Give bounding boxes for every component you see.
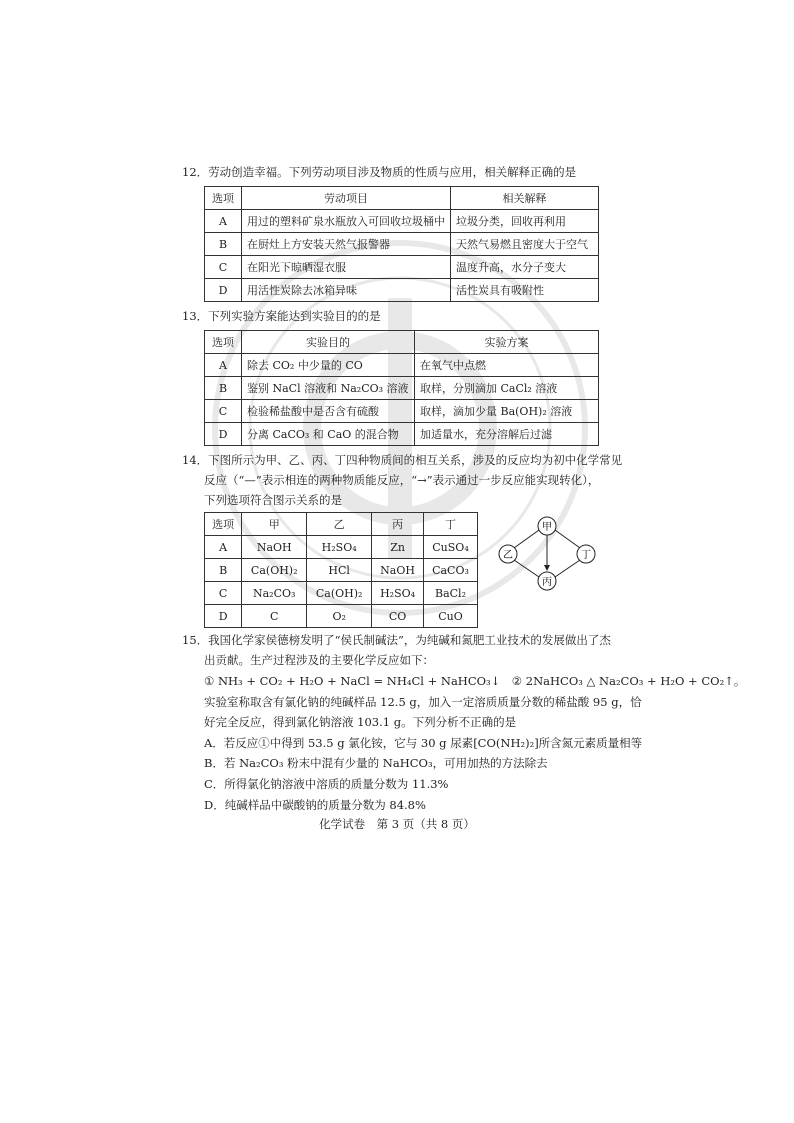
table-cell: CaCO₃ <box>424 559 478 582</box>
q15-line-5: 好完全反应，得到氯化钠溶液 103.1 g。下列分析不正确的是 <box>204 715 517 729</box>
table-row <box>205 354 599 377</box>
header-cell: 丁 <box>424 513 478 536</box>
table-row <box>205 423 599 446</box>
node-yi-label: 乙 <box>503 550 513 561</box>
header-cell: 选项 <box>205 331 242 354</box>
table-cell: C <box>242 605 307 628</box>
table-row <box>205 582 478 605</box>
header-cell: 选项 <box>205 513 242 536</box>
table-cell: D <box>205 279 242 302</box>
node-ding-label: 丁 <box>581 550 591 561</box>
table-header-row <box>205 331 599 354</box>
edge-jia-yi <box>514 530 539 548</box>
table-row <box>205 377 599 400</box>
table-cell: 天然气易燃且密度大于空气 <box>451 233 599 256</box>
table-cell: 检验稀盐酸中是否含有硫酸 <box>242 400 415 423</box>
table-cell: CO <box>372 605 424 628</box>
table-row <box>205 233 599 256</box>
page-footer: 化学试卷 第 3 页（共 8 页） <box>319 817 475 831</box>
table-cell: 分离 CaCO₃ 和 CaO 的混合物 <box>242 423 415 446</box>
q13-table <box>204 330 599 446</box>
table-cell: Ca(OH)₂ <box>242 559 307 582</box>
q12-table <box>204 186 599 302</box>
table-cell: CuO <box>424 605 478 628</box>
table-cell: 鉴别 NaCl 溶液和 Na₂CO₃ 溶液 <box>242 377 415 400</box>
header-cell: 实验目的 <box>242 331 415 354</box>
q15-option-c: C．所得氯化钠溶液中溶质的质量分数为 11.3% <box>204 777 449 791</box>
q15-line-4: 实验室称取含有氯化钠的纯碱样品 12.5 g，加入一定溶质质量分数的稀盐酸 95 g，恰 <box>204 695 642 709</box>
table-cell: NaOH <box>242 536 307 559</box>
relationship-diagram <box>488 514 608 594</box>
header-cell: 相关解释 <box>451 187 599 210</box>
table-cell: 温度升高，水分子变大 <box>451 256 599 279</box>
q14-line-2: 反应（“—”表示相连的两种物质能反应，“→”表示通过一步反应能实现转化）， <box>204 473 600 487</box>
table-cell: HCl <box>307 559 372 582</box>
q14-line-3: 下列选项符合图示关系的是 <box>204 493 342 507</box>
header-cell: 甲 <box>242 513 307 536</box>
table-header-row <box>205 187 599 210</box>
q12-stem: 12．劳动创造幸福。下列劳动项目涉及物质的性质与应用，相关解释正确的是 <box>182 165 577 179</box>
edge-jia-ding <box>555 530 580 548</box>
q13-stem: 13．下列实验方案能达到实验目的的是 <box>182 309 381 323</box>
table-row <box>205 559 478 582</box>
table-cell: 垃圾分类，回收再利用 <box>451 210 599 233</box>
table-cell: 取样，分别滴加 CaCl₂ 溶液 <box>415 377 599 400</box>
table-cell: C <box>205 256 242 279</box>
table-cell: Zn <box>372 536 424 559</box>
table-cell: A <box>205 354 242 377</box>
table-cell: B <box>205 233 242 256</box>
table-cell: 除去 CO₂ 中少量的 CO <box>242 354 415 377</box>
table-cell: B <box>205 559 242 582</box>
table-cell: Na₂CO₃ <box>242 582 307 605</box>
table-cell: 加适量水，充分溶解后过滤 <box>415 423 599 446</box>
table-cell: 在阳光下晾晒湿衣服 <box>242 256 451 279</box>
table-header-row <box>205 513 478 536</box>
q14-line-1: 14．下图所示为甲、乙、丙、丁四种物质间的相互关系，涉及的反应均为初中化学常见 <box>182 453 623 467</box>
table-cell: C <box>205 582 242 605</box>
table-cell: BaCl₂ <box>424 582 478 605</box>
table-cell: 在厨灶上方安装天然气报警器 <box>242 233 451 256</box>
node-bing-label: 丙 <box>542 577 552 588</box>
table-cell: Ca(OH)₂ <box>307 582 372 605</box>
node-jia-label: 甲 <box>542 522 552 533</box>
header-cell: 实验方案 <box>415 331 599 354</box>
edge-yi-bing <box>514 560 539 577</box>
q15-option-d: D．纯碱样品中碳酸钠的质量分数为 84.8% <box>204 798 426 812</box>
table-cell: 取样，滴加少量 Ba(OH)₂ 溶液 <box>415 400 599 423</box>
q15-equations: ① NH₃ + CO₂ + H₂O + NaCl = NH₄Cl + NaHCO₃↓ ② 2NaHCO₃ △ Na₂CO₃ + H₂O + CO₂↑。 <box>204 674 746 688</box>
q15-line-2: 出贡献。生产过程涉及的主要化学反应如下： <box>204 653 434 667</box>
table-cell: 用活性炭除去冰箱异味 <box>242 279 451 302</box>
table-cell: O₂ <box>307 605 372 628</box>
header-cell: 选项 <box>205 187 242 210</box>
table-cell: B <box>205 377 242 400</box>
table-row <box>205 605 478 628</box>
table-cell: D <box>205 423 242 446</box>
table-cell: 在氧气中点燃 <box>415 354 599 377</box>
table-cell: H₂SO₄ <box>307 536 372 559</box>
table-cell: A <box>205 210 242 233</box>
table-cell: NaOH <box>372 559 424 582</box>
table-row <box>205 279 599 302</box>
table-cell: D <box>205 605 242 628</box>
table-cell: C <box>205 400 242 423</box>
edge-ding-bing <box>555 560 580 577</box>
table-cell: A <box>205 536 242 559</box>
table-cell: 用过的塑料矿泉水瓶放入可回收垃圾桶中 <box>242 210 451 233</box>
q14-table <box>204 512 478 628</box>
table-cell: CuSO₄ <box>424 536 478 559</box>
table-row <box>205 400 599 423</box>
q15-line-1: 15．我国化学家侯德榜发明了“侯氏制碱法”，为纯碱和氮肥工业技术的发展做出了杰 <box>182 633 611 647</box>
q15-option-a: A．若反应①中得到 53.5 g 氯化铵，它与 30 g 尿素[CO(NH₂)₂]所含氮元素质量相等 <box>204 736 643 750</box>
header-cell: 丙 <box>372 513 424 536</box>
table-row <box>205 210 599 233</box>
header-cell: 劳动项目 <box>242 187 451 210</box>
table-row <box>205 536 478 559</box>
header-cell: 乙 <box>307 513 372 536</box>
table-cell: H₂SO₄ <box>372 582 424 605</box>
table-row <box>205 256 599 279</box>
q15-option-b: B．若 Na₂CO₃ 粉末中混有少量的 NaHCO₃，可用加热的方法除去 <box>204 756 548 770</box>
table-cell: 活性炭具有吸附性 <box>451 279 599 302</box>
